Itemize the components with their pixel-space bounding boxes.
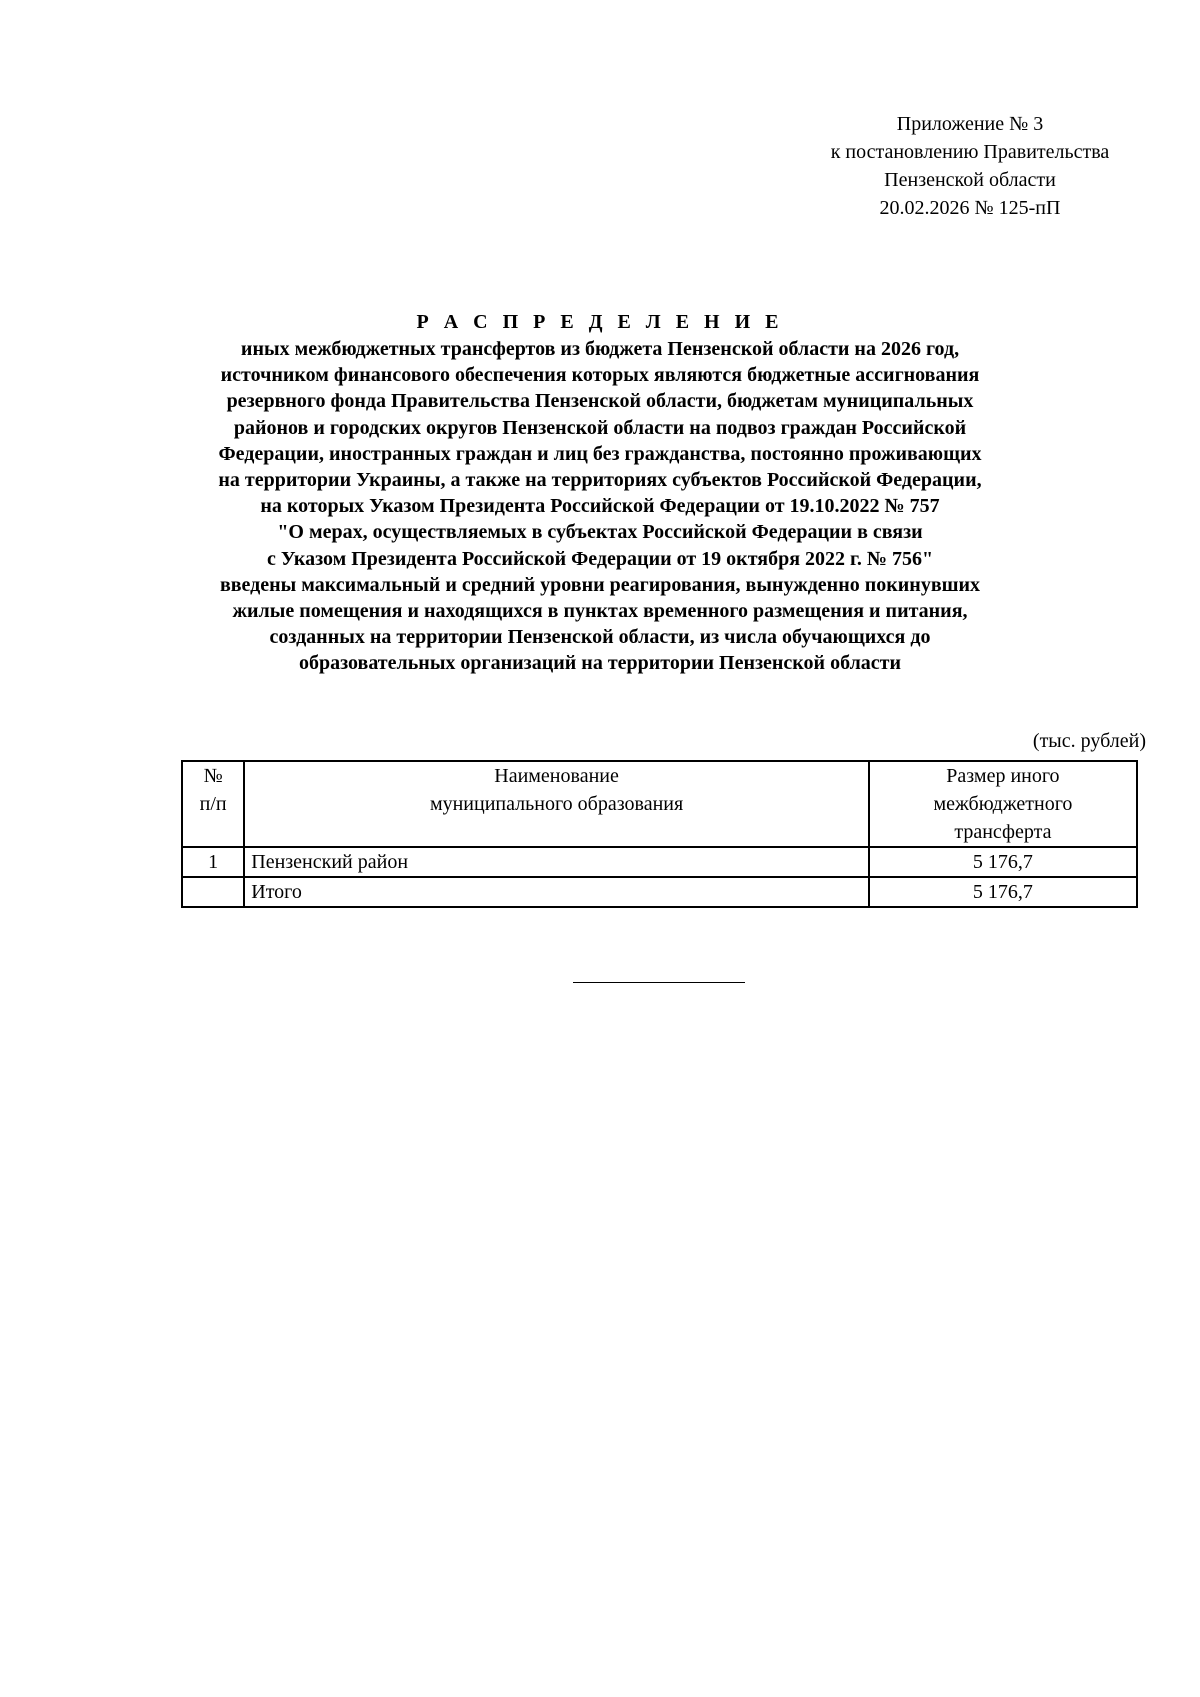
title-line: на территории Украины, а также на территориях субъектов Российской Федерации, — [218, 469, 982, 492]
row-name: Итого — [244, 877, 869, 907]
title-line: Федерации, иностранных граждан и лиц без гражданства, постоянно проживающих — [218, 442, 982, 465]
unit-note: (тыс. рублей) — [1032, 730, 1146, 752]
title-line: иных межбюджетных трансфертов из бюджета Пензенской области на 2026 год, — [240, 338, 960, 360]
title-line: образовательных организаций на территории Пензенской области — [298, 652, 902, 675]
header-num — [182, 761, 244, 847]
table-row — [182, 847, 1137, 877]
title-line: источником финансового обеспечения которых являются бюджетные ассигнования — [220, 364, 980, 387]
appendix-line-1: Приложение № 3 — [896, 113, 1044, 135]
appendix-line-2: к постановлению Правительства — [830, 141, 1110, 163]
header-num-line: № — [203, 765, 223, 787]
title-main: Р А С П Р Е Д Е Л Е Н И Е — [416, 311, 784, 333]
row-num — [182, 877, 244, 907]
row-amount: 5 176,7 — [869, 877, 1137, 907]
distribution-table — [181, 760, 1138, 908]
title-line: на которых Указом Президента Российской Федерации от 19.10.2022 № 757 — [260, 495, 940, 518]
header-amount-line: межбюджетного — [933, 793, 1073, 815]
title-line: "О мерах, осуществляемых в субъектах Российской Федерации в связи — [277, 521, 923, 544]
appendix-line-4: 20.02.2026 № 125-пП — [879, 197, 1061, 219]
header-name-line: Наименование — [494, 765, 619, 787]
appendix-header — [760, 110, 1180, 222]
header-name — [244, 761, 869, 847]
title-line: резервного фонда Правительства Пензенской области, бюджетам муниципальных — [226, 390, 974, 413]
header-amount-line: Размер иного — [946, 765, 1060, 787]
header-amount-line: трансферта — [954, 821, 1052, 843]
title-line: жилые помещения и находящихся в пунктах временного размещения и питания, — [232, 600, 968, 623]
document-title — [150, 308, 1050, 677]
title-line: с Указом Президента Российской Федерации от 19 октября 2022 г. № 756" — [266, 547, 934, 570]
title-line: созданных на территории Пензенской области, из числа обучающихся до — [269, 626, 931, 649]
header-num-line: п/п — [199, 793, 227, 815]
header-amount — [869, 761, 1137, 847]
appendix-line-3: Пензенской области — [884, 169, 1056, 191]
title-line: районов и городских округов Пензенской области на подвоз граждан Российской — [233, 416, 967, 439]
header-name-line: муниципального образования — [429, 793, 684, 815]
row-name: Пензенский район — [244, 847, 869, 877]
end-divider — [573, 982, 745, 983]
table-header-row — [182, 761, 1137, 847]
row-num: 1 — [182, 847, 244, 877]
table-total-row — [182, 877, 1137, 907]
row-amount: 5 176,7 — [869, 847, 1137, 877]
title-line: введены максимальный и средний уровни реагирования, вынужденно покинувших — [219, 573, 981, 596]
